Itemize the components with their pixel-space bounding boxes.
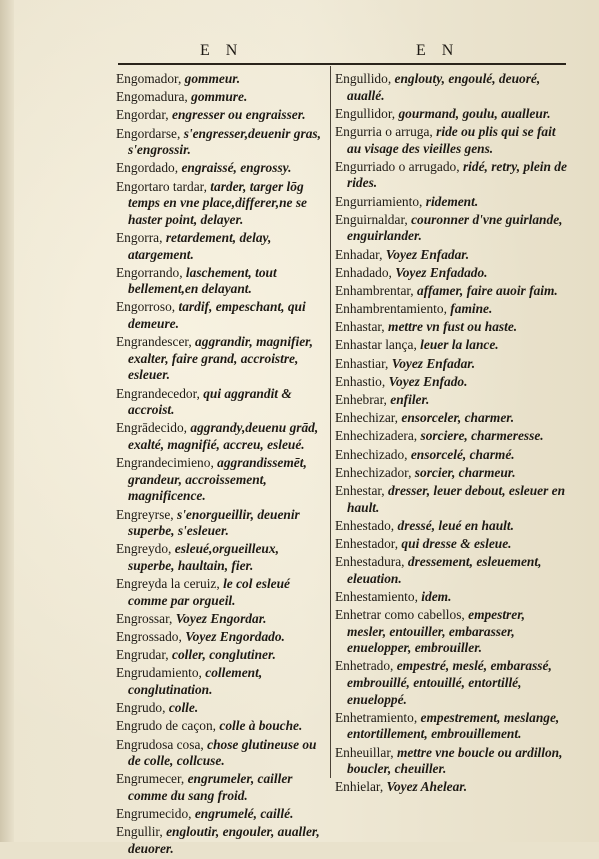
entry-definition: gommeur. (184, 71, 241, 86)
entry-definition: dressement, esleuement, eleuation. (347, 554, 542, 586)
entry-headword: Engreyda la ceruiz, (116, 576, 220, 592)
entry-headword: Enhambrentamiento, (335, 301, 447, 317)
dictionary-entry (335, 607, 567, 657)
dictionary-entry (116, 455, 326, 505)
entry-headword: Enhastiar, (335, 355, 389, 371)
entry-definition: Voyez Engordar. (175, 610, 267, 626)
entry-definition: ride ou plis qui se fait au visage des vieilles gens. (347, 123, 556, 156)
entry-definition: ensorcelé, charmé. (410, 446, 515, 462)
entry-definition: famine. (450, 301, 493, 317)
entry-headword: Engordado, (116, 160, 179, 176)
dictionary-entry (116, 541, 326, 574)
dictionary-entry (116, 126, 326, 159)
entry-headword: Enhadar, (335, 246, 383, 262)
entry-definition: qui aggrandit & accroist. (128, 385, 292, 418)
entry-definition: mettre vne boucle ou ardillon, boucler, cheuiller. (347, 744, 563, 777)
entry-headword: Enhechizadera, (335, 428, 418, 444)
entry-headword: Enhestar, (335, 482, 385, 498)
dictionary-entry (335, 447, 567, 464)
entry-headword: Engrumecido, (116, 806, 192, 822)
dictionary-entry (116, 824, 326, 857)
entry-definition: couronner d'vne guirlande, enguirlander. (347, 211, 563, 244)
dictionary-entry (335, 589, 567, 606)
entry-definition: idem. (421, 588, 452, 604)
dictionary-entry (335, 212, 567, 245)
entry-headword: Engurriado o arrugado, (335, 158, 460, 174)
entry-headword: Engrudar, (116, 647, 169, 663)
dictionary-entry (335, 265, 567, 282)
entry-definition: qui dresse & esleue. (401, 535, 512, 551)
dictionary-entry (116, 806, 326, 823)
entry-definition: coller, conglutiner. (172, 647, 276, 663)
entry-headword: Enhestadura, (335, 554, 405, 570)
entry-definition: Voyez Ahelear. (386, 779, 468, 795)
dictionary-entry (335, 745, 567, 778)
entry-headword: Enguirnaldar, (335, 211, 408, 227)
dictionary-entry (335, 247, 567, 264)
entry-definition: engresser ou engraisser. (172, 107, 306, 123)
entry-definition: colle à bouche. (219, 718, 303, 734)
entry-definition: Voyez Enfado. (388, 373, 468, 389)
entry-headword: Engrādecido, (116, 420, 188, 436)
entry-definition: engrumeler, cailler comme du sang froid. (128, 771, 293, 803)
entry-definition: dresser, leuer debout, esleuer en hault. (347, 482, 566, 515)
dictionary-entry (116, 71, 326, 88)
entry-headword: Engomador, (116, 71, 182, 86)
entry-definition: engloutir, engouler, aualler, deuorer. (128, 824, 320, 856)
entry-headword: Engorroso, (116, 299, 176, 315)
entry-headword: Enhestador, (335, 535, 399, 551)
dictionary-entry (116, 107, 326, 124)
dictionary-entry (116, 265, 326, 298)
dictionary-entry (335, 410, 567, 427)
entry-headword: Enhechizador, (335, 464, 412, 480)
entry-definition: engraissé, engrossy. (181, 160, 292, 176)
entry-headword: Engordarse, (116, 125, 181, 141)
entry-definition: aggrandy,deuenu grād, exalté, magnifié, accreu, esleué. (128, 420, 319, 452)
entry-headword: Engortaro tardar, (116, 178, 207, 194)
entry-headword: Engrandecimieno, (116, 455, 214, 471)
dictionary-entry (335, 536, 567, 553)
entry-definition: ridé, retry, plein de rides. (347, 158, 567, 191)
entry-definition: mettre vn fust ou haste. (388, 319, 518, 335)
entry-definition: collement, conglutination. (128, 665, 263, 698)
entry-definition: leuer la lance. (420, 337, 499, 353)
entry-headword: Engrossar, (116, 610, 173, 626)
dictionary-entry (116, 89, 326, 106)
left-column (116, 71, 326, 859)
dictionary-entry (335, 374, 567, 391)
dictionary-entry (116, 160, 326, 177)
entry-headword: Engullidor, (335, 105, 396, 121)
header-right: E N (416, 42, 460, 59)
entry-headword: Engrumecer, (116, 771, 185, 787)
dictionary-entry (335, 658, 567, 708)
entry-headword: Enhielar, (335, 779, 384, 795)
dictionary-entry (116, 737, 326, 770)
entry-definition: le col esleué comme par orgueil. (128, 576, 291, 608)
entry-headword: Engomadura, (116, 89, 188, 105)
dictionary-entry (335, 483, 567, 516)
dictionary-entry (116, 179, 326, 229)
dictionary-entry (116, 771, 326, 804)
entry-definition: affamer, faire auoir faim. (417, 282, 558, 298)
dictionary-entry (116, 629, 326, 646)
entry-definition: Voyez Enfadado. (395, 264, 488, 280)
entry-definition: gourmand, goulu, aualleur. (398, 105, 551, 121)
entry-headword: Enhastar, (335, 319, 385, 335)
entry-headword: Engorra, (116, 229, 163, 245)
dictionary-entry (335, 428, 567, 445)
dictionary-entry (335, 554, 567, 587)
dictionary-entry (335, 337, 567, 354)
entry-headword: Engreyrse, (116, 506, 174, 522)
entry-definition: tarder, targer lōg temps en vne place,differer,ne se haster point, delayer. (128, 178, 308, 227)
entry-headword: Engullido, (335, 71, 392, 86)
entry-definition: enfiler. (390, 392, 430, 407)
dictionary-entry (116, 647, 326, 664)
entry-definition: empestrer, mesler, entouiller, embarasser, enuelopper, embrouiller. (347, 607, 526, 656)
right-column (335, 71, 567, 798)
entry-definition: Voyez Enfadar. (391, 355, 476, 371)
entry-definition: retardement, delay, atargement. (128, 229, 272, 262)
entry-definition: engrumelé, caillé. (194, 806, 294, 822)
page-gutter-shadow (0, 0, 14, 842)
dictionary-entry (335, 283, 567, 300)
entry-definition: ridement. (425, 193, 479, 209)
entry-definition: s'enorgueillir, deuenir superbe, s'esleuer. (128, 506, 300, 539)
entry-headword: Engurria o arruga, (335, 123, 433, 139)
dictionary-entry (335, 301, 567, 318)
entry-headword: Enhechizar, (335, 410, 399, 426)
entry-definition: empestrement, meslange, entortillement, embrouillement. (347, 709, 560, 742)
entry-definition: esleué,orgueilleux, superbe, haultain, fier. (128, 541, 279, 573)
entry-definition: colle. (168, 700, 199, 716)
dictionary-entry (335, 124, 567, 157)
entry-headword: Engurriamiento, (335, 193, 423, 209)
entry-headword: Engrudo de caçon, (116, 718, 217, 734)
entry-headword: Engrudamiento, (116, 665, 202, 681)
entry-definition: gommure. (191, 89, 248, 105)
dictionary-entry (116, 230, 326, 263)
entry-definition: sorciere, charmeresse. (420, 428, 544, 444)
entry-definition: tardif, empeschant, qui demeure. (128, 299, 306, 332)
column-separator (330, 66, 331, 778)
entry-headword: Enhestamiento, (335, 588, 418, 604)
dictionary-entry (116, 718, 326, 735)
entry-definition: aggrandissemēt, grandeur, accroissement, magnificence. (128, 455, 307, 504)
dictionary-entry (116, 700, 326, 717)
entry-definition: englouty, engoulé, deuoré, auallé. (347, 71, 541, 103)
dictionary-entry (335, 159, 567, 192)
running-header (118, 36, 566, 62)
entry-headword: Enhestado, (335, 517, 395, 533)
dictionary-entry (116, 665, 326, 698)
dictionary-entry (116, 386, 326, 419)
dictionary-entry (116, 334, 326, 384)
entry-definition: laschement, tout bellement,en delayant. (128, 264, 277, 297)
entry-headword: Enhetramiento, (335, 709, 418, 725)
entry-headword: Enhadado, (335, 264, 392, 280)
entry-headword: Enhetrado, (335, 658, 394, 674)
dictionary-entry (335, 194, 567, 211)
dictionary-entry (116, 299, 326, 332)
entry-headword: Engrudo, (116, 700, 166, 716)
header-left: E N (200, 42, 244, 59)
entry-definition: dressé, leué en hault. (397, 517, 514, 533)
entry-definition: Voyez Enfadar. (385, 246, 470, 262)
entry-headword: Enhebrar, (335, 392, 387, 407)
entry-headword: Enhastar lança, (335, 337, 417, 353)
dictionary-entry (116, 611, 326, 628)
entry-headword: Engorrando, (116, 264, 183, 280)
entry-headword: Enhambrentar, (335, 282, 414, 298)
entry-headword: Enhastio, (335, 373, 386, 389)
dictionary-entry (335, 392, 567, 409)
dictionary-entry (116, 576, 326, 609)
entry-headword: Engrandescer, (116, 334, 192, 350)
entry-definition: Voyez Engordado. (185, 629, 285, 645)
entry-definition: ensorceler, charmer. (401, 410, 515, 426)
dictionary-entry (335, 106, 567, 123)
entry-headword: Engreydo, (116, 541, 172, 557)
entry-headword: Engrudosa cosa, (116, 736, 204, 752)
dictionary-entry (335, 71, 567, 104)
dictionary-entry (335, 319, 567, 336)
entry-definition: sorcier, charmeur. (414, 464, 516, 480)
entry-definition: aggrandir, magnifier, exalter, faire grand, accroistre, esleuer. (128, 334, 313, 383)
entry-headword: Engrandecedor, (116, 385, 200, 401)
entry-definition: empestré, meslé, embarassé, embrouillé, entouillé, entortillé, enueloppé. (347, 658, 552, 707)
dictionary-entry (116, 507, 326, 540)
dictionary-entry (335, 465, 567, 482)
dictionary-entry (335, 710, 567, 743)
entry-headword: Enheuillar, (335, 744, 394, 760)
entry-definition: s'engresser,deuenir gras, s'engrossir. (128, 125, 321, 158)
entry-headword: Engrossado, (116, 629, 182, 645)
header-rule (118, 63, 566, 65)
entry-headword: Enhetrar como cabellos, (335, 607, 465, 623)
dictionary-entry (335, 356, 567, 373)
entry-headword: Enhechizado, (335, 446, 408, 462)
dictionary-entry (116, 420, 326, 453)
dictionary-entry (335, 518, 567, 535)
dictionary-entry (335, 779, 567, 796)
entry-headword: Engullir, (116, 824, 163, 840)
entry-definition: chose glutineuse ou de colle, collcuse. (128, 736, 317, 769)
entry-headword: Engordar, (116, 107, 169, 123)
